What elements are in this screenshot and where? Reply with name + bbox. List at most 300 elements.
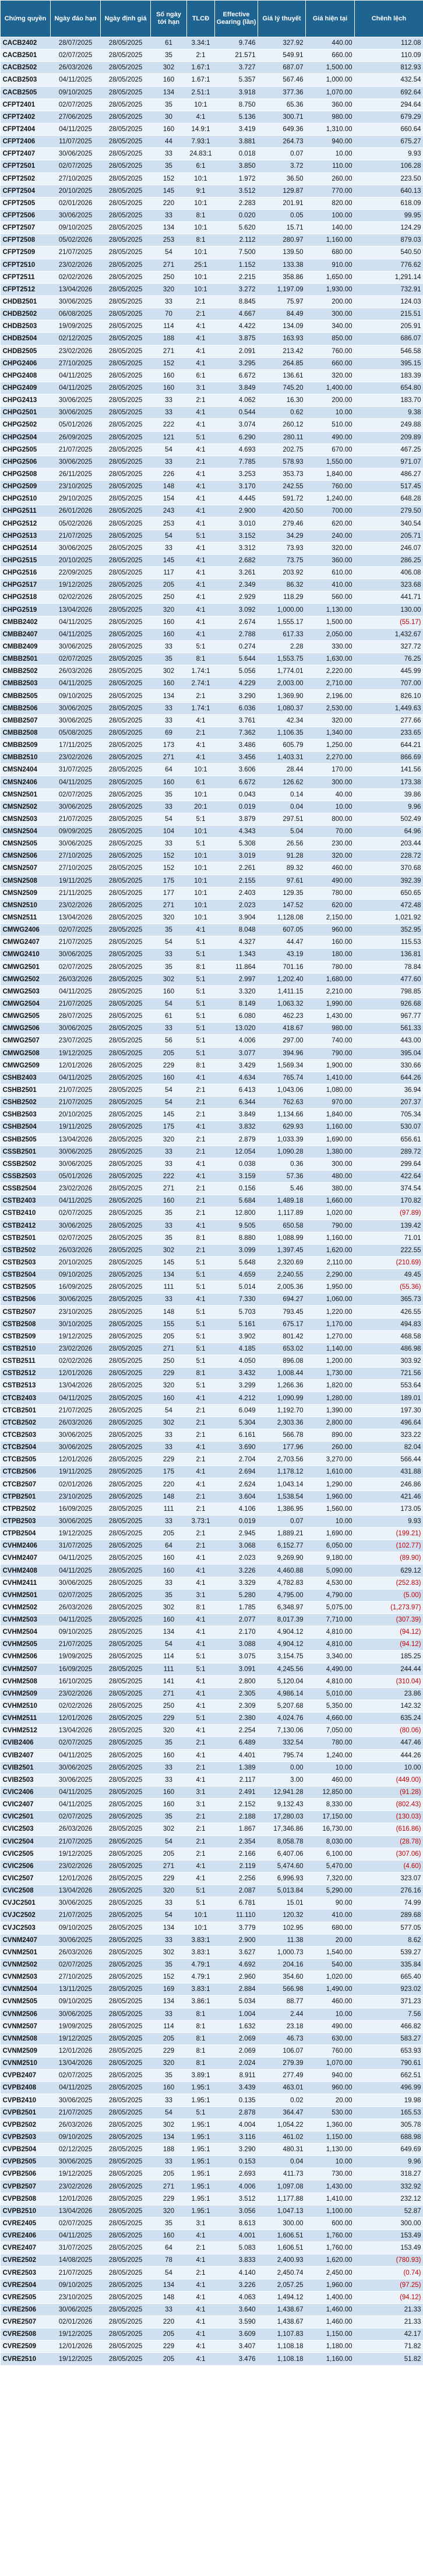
current-price-cell: 380.00 [306, 1183, 355, 1195]
theoretical-price-cell: 129.35 [258, 887, 306, 899]
warrant-code-cell: CSTB2502 [1, 1244, 51, 1256]
current-price-cell: 1,930.00 [306, 283, 355, 295]
difference-cell: 443.00 [355, 1035, 423, 1047]
valuation-date-cell: 28/05/2025 [101, 1712, 151, 1725]
maturity-date-cell: 13/04/2026 [51, 2205, 101, 2217]
warrant-code-cell: CVPB2503 [1, 2131, 51, 2143]
table-row [1, 1281, 423, 1294]
days-to-maturity-cell: 175 [151, 1466, 187, 1478]
difference-cell: 635.24 [355, 1712, 423, 1725]
valuation-date-cell: 28/05/2025 [101, 1195, 151, 1207]
table-row [1, 468, 423, 480]
table-row [1, 1109, 423, 1121]
theoretical-price-cell: 1,128.08 [258, 911, 306, 924]
conversion-ratio-cell: 4:1 [187, 554, 215, 566]
table-row [1, 1072, 423, 1084]
current-price-cell: 610.00 [306, 567, 355, 579]
valuation-date-cell: 28/05/2025 [101, 1478, 151, 1490]
effective-gearing-cell: 3.904 [215, 911, 258, 924]
effective-gearing-cell: 3.849 [215, 1109, 258, 1121]
theoretical-price-cell: 617.33 [258, 628, 306, 640]
current-price-cell: 1,820.00 [306, 1380, 355, 1392]
difference-cell: 395.04 [355, 1047, 423, 1059]
effective-gearing-cell: 1.972 [215, 172, 258, 185]
maturity-date-cell: 05/08/2025 [51, 727, 101, 739]
maturity-date-cell: 13/04/2026 [51, 1380, 101, 1392]
effective-gearing-cell: 6.489 [215, 1737, 258, 1749]
difference-cell: 660.64 [355, 123, 423, 135]
table-row [1, 2316, 423, 2328]
warrant-code-cell: CVIC2508 [1, 1885, 51, 1897]
effective-gearing-cell: 11.864 [215, 961, 258, 973]
effective-gearing-cell: 3.590 [215, 2316, 258, 2328]
warrant-code-cell: CFPT2510 [1, 259, 51, 271]
difference-cell: 546.58 [355, 345, 423, 357]
effective-gearing-cell: 3.761 [215, 714, 258, 727]
days-to-maturity-cell: 33 [151, 714, 187, 727]
warrant-code-cell: CVJC2503 [1, 1922, 51, 1934]
difference-cell: 74.99 [355, 1897, 423, 1909]
warrant-code-cell: CVHM2503 [1, 1614, 51, 1626]
conversion-ratio-cell: 10:1 [187, 246, 215, 259]
table-row [1, 1121, 423, 1133]
effective-gearing-cell: 3.099 [215, 1244, 258, 1256]
valuation-date-cell: 28/05/2025 [101, 2193, 151, 2205]
warrant-code-cell: CVRE2405 [1, 2217, 51, 2229]
difference-cell: 798.85 [355, 985, 423, 998]
warrant-code-cell: CFPT2509 [1, 246, 51, 259]
days-to-maturity-cell: 33 [151, 640, 187, 653]
current-price-cell: 1,840.00 [306, 468, 355, 480]
effective-gearing-cell: 2.166 [215, 1848, 258, 1860]
table-row [1, 37, 423, 50]
theoretical-price-cell: 73.75 [258, 554, 306, 566]
theoretical-price-cell: 1,080.37 [258, 702, 306, 714]
difference-cell: 879.03 [355, 234, 423, 246]
current-price-cell: 1,080.00 [306, 1084, 355, 1096]
conversion-ratio-cell: 8:1 [187, 1059, 215, 1072]
current-price-cell: 16,730.00 [306, 1823, 355, 1835]
theoretical-price-cell: 566.98 [258, 1983, 306, 1996]
current-price-cell: 790.00 [306, 1047, 355, 1059]
warrant-code-cell: CMSN2404 [1, 764, 51, 776]
days-to-maturity-cell: 61 [151, 1010, 187, 1023]
difference-cell: 10.00 [355, 1761, 423, 1774]
theoretical-price-cell: 34.29 [258, 530, 306, 542]
effective-gearing-cell: 2.283 [215, 197, 258, 209]
current-price-cell: 1,620.00 [306, 2254, 355, 2267]
maturity-date-cell: 26/03/2026 [51, 1946, 101, 1958]
table-row [1, 1885, 423, 1897]
effective-gearing-cell: 0.019 [215, 1515, 258, 1527]
days-to-maturity-cell: 117 [151, 567, 187, 579]
warrant-code-cell: CMBB2505 [1, 690, 51, 702]
maturity-date-cell: 02/02/2026 [51, 1355, 101, 1368]
days-to-maturity-cell: 33 [151, 1774, 187, 1786]
conversion-ratio-cell: 2:1 [187, 1084, 215, 1096]
valuation-date-cell: 28/05/2025 [101, 1687, 151, 1700]
valuation-date-cell: 28/05/2025 [101, 911, 151, 924]
effective-gearing-cell: 0.544 [215, 407, 258, 419]
difference-cell: 365.73 [355, 1294, 423, 1306]
conversion-ratio-cell: 5:1 [187, 1663, 215, 1675]
valuation-date-cell: 28/05/2025 [101, 1983, 151, 1996]
maturity-date-cell: 02/07/2025 [51, 160, 101, 172]
current-price-cell: 20.00 [306, 2094, 355, 2106]
days-to-maturity-cell: 121 [151, 431, 187, 443]
table-row [1, 481, 423, 493]
conversion-ratio-cell: 1.95:1 [187, 2144, 215, 2156]
effective-gearing-cell: 6.672 [215, 776, 258, 788]
days-to-maturity-cell: 33 [151, 1429, 187, 1441]
days-to-maturity-cell: 175 [151, 1121, 187, 1133]
conversion-ratio-cell: 4:1 [187, 739, 215, 752]
difference-cell: 183.39 [355, 369, 423, 382]
theoretical-price-cell: 1,606.51 [258, 2230, 306, 2242]
table-row [1, 382, 423, 394]
maturity-date-cell: 05/01/2026 [51, 419, 101, 431]
maturity-date-cell: 16/09/2025 [51, 1281, 101, 1294]
difference-cell: 115.53 [355, 936, 423, 949]
conversion-ratio-cell: 2:1 [187, 50, 215, 62]
theoretical-price-cell: 418.67 [258, 1023, 306, 1035]
warrant-code-cell: CMWG2503 [1, 985, 51, 998]
maturity-date-cell: 13/04/2026 [51, 283, 101, 295]
difference-cell: 141.56 [355, 764, 423, 776]
warrant-code-cell: CMBB2508 [1, 727, 51, 739]
days-to-maturity-cell: 35 [151, 961, 187, 973]
difference-cell: 185.25 [355, 1651, 423, 1663]
days-to-maturity-cell: 64 [151, 764, 187, 776]
theoretical-price-cell: 1,197.09 [258, 283, 306, 295]
theoretical-price-cell: 354.60 [258, 1971, 306, 1983]
effective-gearing-cell: 1.632 [215, 2020, 258, 2032]
current-price-cell: 970.00 [306, 1097, 355, 1109]
current-price-cell: 1,060.00 [306, 1294, 355, 1306]
conversion-ratio-cell: 10:1 [187, 172, 215, 185]
current-price-cell: 820.00 [306, 197, 355, 209]
effective-gearing-cell: 4.106 [215, 1503, 258, 1515]
current-price-cell: 780.00 [306, 961, 355, 973]
valuation-date-cell: 28/05/2025 [101, 271, 151, 283]
table-row [1, 2341, 423, 2353]
theoretical-price-cell: 4,245.56 [258, 1663, 306, 1675]
table-row [1, 1651, 423, 1663]
current-price-cell: 980.00 [306, 111, 355, 123]
theoretical-price-cell: 675.17 [258, 1318, 306, 1330]
warrant-code-cell: CHPG2413 [1, 394, 51, 407]
difference-cell: 299.64 [355, 1158, 423, 1170]
effective-gearing-cell: 4.327 [215, 936, 258, 949]
effective-gearing-cell: 4.140 [215, 2267, 258, 2279]
valuation-date-cell: 28/05/2025 [101, 308, 151, 320]
warrant-code-cell: CVIC2406 [1, 1786, 51, 1798]
valuation-date-cell: 28/05/2025 [101, 1232, 151, 1244]
current-price-cell: 7,320.00 [306, 1872, 355, 1884]
conversion-ratio-cell: 10:1 [187, 899, 215, 911]
effective-gearing-cell: 4.006 [215, 1035, 258, 1047]
valuation-date-cell: 28/05/2025 [101, 2328, 151, 2341]
warrant-code-cell: CMSN2506 [1, 850, 51, 862]
theoretical-price-cell: 1,386.95 [258, 1503, 306, 1515]
conversion-ratio-cell: 5:1 [187, 431, 215, 443]
maturity-date-cell: 09/10/2025 [51, 86, 101, 98]
current-price-cell: 2,290.00 [306, 1269, 355, 1281]
warrant-code-cell: CMWG2410 [1, 949, 51, 961]
theoretical-price-cell: 1,555.17 [258, 616, 306, 628]
effective-gearing-cell: 2.087 [215, 1885, 258, 1897]
maturity-date-cell: 20/10/2025 [51, 554, 101, 566]
maturity-date-cell: 26/01/2026 [51, 505, 101, 517]
table-row [1, 1675, 423, 1687]
effective-gearing-cell: 3.152 [215, 530, 258, 542]
warrant-code-cell: CMBB2407 [1, 628, 51, 640]
table-row [1, 2242, 423, 2254]
difference-cell: 19.98 [355, 2094, 423, 2106]
effective-gearing-cell: 2.091 [215, 345, 258, 357]
current-price-cell: 480.00 [306, 1170, 355, 1182]
table-row [1, 1528, 423, 1540]
current-price-cell: 770.00 [306, 185, 355, 197]
warrant-code-cell: CSHB2504 [1, 1121, 51, 1133]
effective-gearing-cell: 4.001 [215, 2230, 258, 2242]
maturity-date-cell: 12/01/2026 [51, 1712, 101, 1725]
theoretical-price-cell: 420.50 [258, 505, 306, 517]
table-row [1, 283, 423, 295]
effective-gearing-cell: 4.004 [215, 2119, 258, 2131]
table-row [1, 1170, 423, 1182]
valuation-date-cell: 28/05/2025 [101, 1897, 151, 1909]
difference-cell: 52.87 [355, 2205, 423, 2217]
maturity-date-cell: 14/08/2025 [51, 2254, 101, 2267]
maturity-date-cell: 30/06/2025 [51, 456, 101, 468]
maturity-date-cell: 02/07/2025 [51, 2217, 101, 2229]
difference-cell: 36.94 [355, 1084, 423, 1096]
current-price-cell: 1,660.00 [306, 1195, 355, 1207]
effective-gearing-cell: 13.020 [215, 1023, 258, 1035]
valuation-date-cell: 28/05/2025 [101, 653, 151, 665]
difference-cell: (102.77) [355, 1540, 423, 1552]
effective-gearing-cell: 5.056 [215, 665, 258, 678]
current-price-cell: 1,380.00 [306, 1146, 355, 1158]
current-price-cell: 670.00 [306, 443, 355, 456]
warrant-code-cell: CVIC2505 [1, 1848, 51, 1860]
warrant-code-cell: CVHM2512 [1, 1725, 51, 1737]
current-price-cell: 70.00 [306, 826, 355, 838]
maturity-date-cell: 21/07/2025 [51, 2106, 101, 2119]
maturity-date-cell: 04/11/2025 [51, 2082, 101, 2094]
effective-gearing-cell: 2.261 [215, 862, 258, 875]
warrant-code-cell: CSTB2507 [1, 1306, 51, 1318]
maturity-date-cell: 17/11/2025 [51, 739, 101, 752]
effective-gearing-cell: 3.088 [215, 1638, 258, 1651]
warrant-code-cell: CVIC2407 [1, 1799, 51, 1811]
current-price-cell: 7,710.00 [306, 1614, 355, 1626]
conversion-ratio-cell: 4:1 [187, 579, 215, 591]
maturity-date-cell: 04/11/2025 [51, 1564, 101, 1577]
valuation-date-cell: 28/05/2025 [101, 739, 151, 752]
effective-gearing-cell: 2.997 [215, 973, 258, 985]
valuation-date-cell: 28/05/2025 [101, 2303, 151, 2316]
theoretical-price-cell: 0.07 [258, 148, 306, 160]
days-to-maturity-cell: 205 [151, 1848, 187, 1860]
table-row [1, 2094, 423, 2106]
effective-gearing-cell: 3.010 [215, 517, 258, 530]
table-row [1, 407, 423, 419]
days-to-maturity-cell: 253 [151, 234, 187, 246]
header-warrant-code: Chứng quyền [1, 1, 51, 37]
maturity-date-cell: 20/10/2025 [51, 1256, 101, 1268]
warrant-code-cell: CSTB2503 [1, 1256, 51, 1268]
current-price-cell: 2,800.00 [306, 1416, 355, 1429]
difference-cell: 441.71 [355, 591, 423, 604]
conversion-ratio-cell: 3:1 [187, 382, 215, 394]
warrant-code-cell: CHPG2508 [1, 468, 51, 480]
current-price-cell: 620.00 [306, 517, 355, 530]
valuation-date-cell: 28/05/2025 [101, 259, 151, 271]
valuation-date-cell: 28/05/2025 [101, 2230, 151, 2242]
days-to-maturity-cell: 111 [151, 1663, 187, 1675]
conversion-ratio-cell: 10:1 [187, 1909, 215, 1922]
difference-cell: 445.99 [355, 665, 423, 678]
warrant-code-cell: CVRE2407 [1, 2242, 51, 2254]
maturity-date-cell: 28/07/2025 [51, 37, 101, 50]
theoretical-price-cell: 15.01 [258, 1897, 306, 1909]
days-to-maturity-cell: 320 [151, 604, 187, 616]
maturity-date-cell: 21/07/2025 [51, 998, 101, 1010]
theoretical-price-cell: 2,240.55 [258, 1269, 306, 1281]
valuation-date-cell: 28/05/2025 [101, 776, 151, 788]
theoretical-price-cell: 896.08 [258, 1355, 306, 1368]
current-price-cell: 700.00 [306, 505, 355, 517]
current-price-cell: 300.00 [306, 776, 355, 788]
warrant-code-cell: CVIC2506 [1, 1860, 51, 1872]
table-row [1, 752, 423, 764]
current-price-cell: 140.00 [306, 222, 355, 234]
current-price-cell: 1,960.00 [306, 1490, 355, 1503]
maturity-date-cell: 13/04/2026 [51, 2057, 101, 2070]
table-row [1, 591, 423, 604]
warrant-code-cell: CVNM2510 [1, 2057, 51, 2070]
current-price-cell: 360.00 [306, 554, 355, 566]
warrant-code-cell: CVIB2501 [1, 1761, 51, 1774]
effective-gearing-cell: 2.380 [215, 1712, 258, 1725]
warrant-code-cell: CVPB2501 [1, 2106, 51, 2119]
table-row [1, 542, 423, 554]
days-to-maturity-cell: 160 [151, 1195, 187, 1207]
theoretical-price-cell: 11.38 [258, 1934, 306, 1946]
difference-cell: 330.66 [355, 1059, 423, 1072]
maturity-date-cell: 23/02/2026 [51, 1183, 101, 1195]
difference-cell: 165.53 [355, 2106, 423, 2119]
table-row [1, 985, 423, 998]
days-to-maturity-cell: 35 [151, 924, 187, 936]
effective-gearing-cell: 5.280 [215, 1589, 258, 1601]
header-valuation-date: Ngày định giá [101, 1, 151, 37]
warrant-code-cell: CVHM2406 [1, 1540, 51, 1552]
warrant-code-cell: CHPG2502 [1, 419, 51, 431]
conversion-ratio-cell: 4:1 [187, 1774, 215, 1786]
maturity-date-cell: 16/09/2025 [51, 1503, 101, 1515]
theoretical-price-cell: 2,303.36 [258, 1416, 306, 1429]
maturity-date-cell: 02/07/2025 [51, 1958, 101, 1971]
maturity-date-cell: 23/10/2025 [51, 1306, 101, 1318]
theoretical-price-cell: 795.74 [258, 1749, 306, 1761]
difference-cell: 644.21 [355, 739, 423, 752]
days-to-maturity-cell: 114 [151, 1651, 187, 1663]
days-to-maturity-cell: 320 [151, 911, 187, 924]
conversion-ratio-cell: 5:1 [187, 973, 215, 985]
table-row [1, 222, 423, 234]
effective-gearing-cell: 4.659 [215, 1269, 258, 1281]
conversion-ratio-cell: 5:1 [187, 936, 215, 949]
conversion-ratio-cell: 2:1 [187, 1761, 215, 1774]
warrant-code-cell: CFPT2502 [1, 172, 51, 185]
conversion-ratio-cell: 2:1 [187, 1848, 215, 1860]
days-to-maturity-cell: 250 [151, 591, 187, 604]
valuation-date-cell: 28/05/2025 [101, 481, 151, 493]
maturity-date-cell: 21/11/2025 [51, 887, 101, 899]
maturity-date-cell: 02/01/2026 [51, 2316, 101, 2328]
maturity-date-cell: 30/06/2025 [51, 1897, 101, 1909]
warrant-code-cell: CVRE2506 [1, 2303, 51, 2316]
maturity-date-cell: 02/07/2025 [51, 653, 101, 665]
valuation-date-cell: 28/05/2025 [101, 394, 151, 407]
theoretical-price-cell: 5,474.60 [258, 1860, 306, 1872]
table-row [1, 1835, 423, 1848]
current-price-cell: 460.00 [306, 1996, 355, 2008]
effective-gearing-cell: 7.362 [215, 727, 258, 739]
difference-cell: (252.83) [355, 1577, 423, 1589]
warrant-code-cell: CVNM2407 [1, 1934, 51, 1946]
days-to-maturity-cell: 54 [151, 530, 187, 542]
table-row [1, 2020, 423, 2032]
valuation-date-cell: 28/05/2025 [101, 567, 151, 579]
theoretical-price-cell: 0.62 [258, 407, 306, 419]
theoretical-price-cell: 377.36 [258, 86, 306, 98]
conversion-ratio-cell: 1.67:1 [187, 62, 215, 74]
warrant-code-cell: CTPB2502 [1, 1503, 51, 1515]
table-row [1, 2217, 423, 2229]
maturity-date-cell: 19/09/2025 [51, 320, 101, 333]
valuation-date-cell: 28/05/2025 [101, 1996, 151, 2008]
valuation-date-cell: 28/05/2025 [101, 1330, 151, 1342]
maturity-date-cell: 27/10/2025 [51, 1971, 101, 1983]
difference-cell: 39.86 [355, 788, 423, 801]
theoretical-price-cell: 1,438.67 [258, 2316, 306, 2328]
effective-gearing-cell: 2.349 [215, 579, 258, 591]
warrant-code-cell: CMSN2507 [1, 862, 51, 875]
current-price-cell: 490.00 [306, 431, 355, 443]
days-to-maturity-cell: 33 [151, 1442, 187, 1454]
warrant-code-cell: CTCB2505 [1, 1454, 51, 1466]
conversion-ratio-cell: 4:1 [187, 604, 215, 616]
theoretical-price-cell: 0.04 [258, 801, 306, 813]
difference-cell: (97.25) [355, 2279, 423, 2291]
days-to-maturity-cell: 160 [151, 2230, 187, 2242]
current-price-cell: 1,310.00 [306, 123, 355, 135]
effective-gearing-cell: 3.075 [215, 1651, 258, 1663]
warrant-code-cell: CSSB2503 [1, 1170, 51, 1182]
valuation-date-cell: 28/05/2025 [101, 2119, 151, 2131]
conversion-ratio-cell: 8:1 [187, 1601, 215, 1613]
valuation-date-cell: 28/05/2025 [101, 801, 151, 813]
table-row [1, 2057, 423, 2070]
effective-gearing-cell: 1.004 [215, 2008, 258, 2020]
difference-cell: (28.78) [355, 1835, 423, 1848]
difference-cell: 539.27 [355, 1946, 423, 1958]
valuation-date-cell: 28/05/2025 [101, 1761, 151, 1774]
